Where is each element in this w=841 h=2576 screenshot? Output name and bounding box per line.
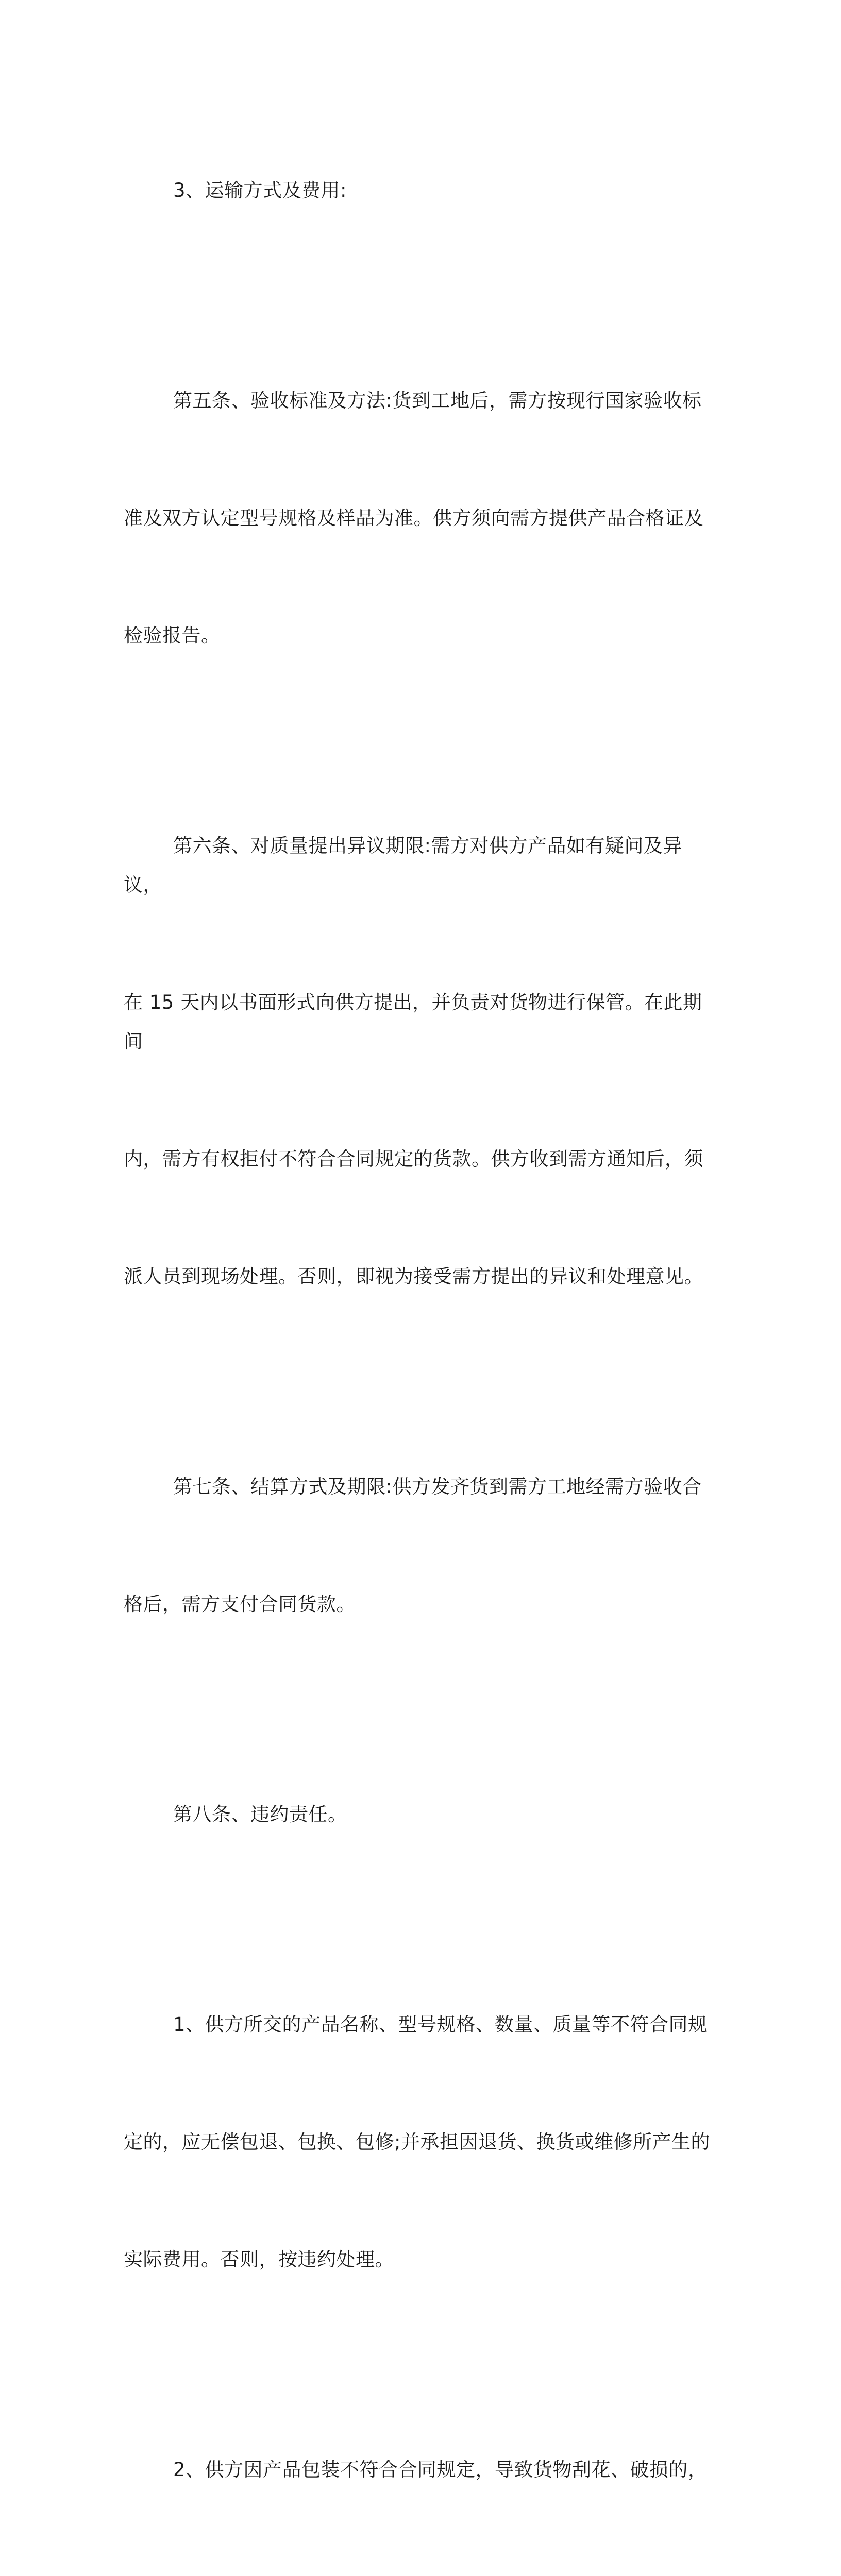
text-line: 实际费用。否则，按违约处理。 [124,2248,394,2270]
text-line: 格后，需方支付合同货款。 [124,1593,356,1615]
text-line: 2、供方因产品包装不符合合同规定，导致货物刮花、破损的， [173,2459,708,2481]
paragraph-article-6 [124,748,716,1375]
document-body [124,93,716,2576]
text-line: 检验报告。 [124,624,221,647]
paragraph-clause-2 [124,2372,716,2576]
text-line: 第八条、违约责任。 [173,1803,347,1825]
paragraph-transport [124,93,716,289]
paragraph-article-8 [124,1717,716,1912]
text-line: 第六条、对质量提出异议期限:需方对供方产品如有疑问及异议， [124,835,682,896]
text-line [124,2568,716,2576]
paragraph-article-5 [124,303,716,734]
text-line: 准及双方认定型号规格及样品为准。供方须向需方提供产品合格证及 [124,507,703,529]
text-line: 第五条、验收标准及方法:货到工地后，需方按现行国家验收标 [173,389,702,412]
paragraph-article-7 [124,1389,716,1702]
text-line: 3、运输方式及费用: [173,179,347,201]
text-line: 派人员到现场处理。否则，即视为接受需方提出的异议和处理意见。 [124,1265,703,1287]
text-line: 1、供方所交的产品名称、型号规格、数量、质量等不符合同规 [173,2013,708,2036]
text-line: 第七条、结算方式及期限:供方发齐货到需方工地经需方验收合 [173,1476,702,1498]
text-line: 定的，应无偿包退、包换、包修;并承担因退货、换货或维修所产生的 [124,2131,710,2153]
text-line: 在 15 天内以书面形式向供方提出，并负责对货物进行保管。在此期间 [124,991,702,1053]
text-line: 内，需方有权拒付不符合合同规定的货款。供方收到需方通知后，须 [124,1148,703,1170]
paragraph-clause-1 [124,1927,716,2358]
